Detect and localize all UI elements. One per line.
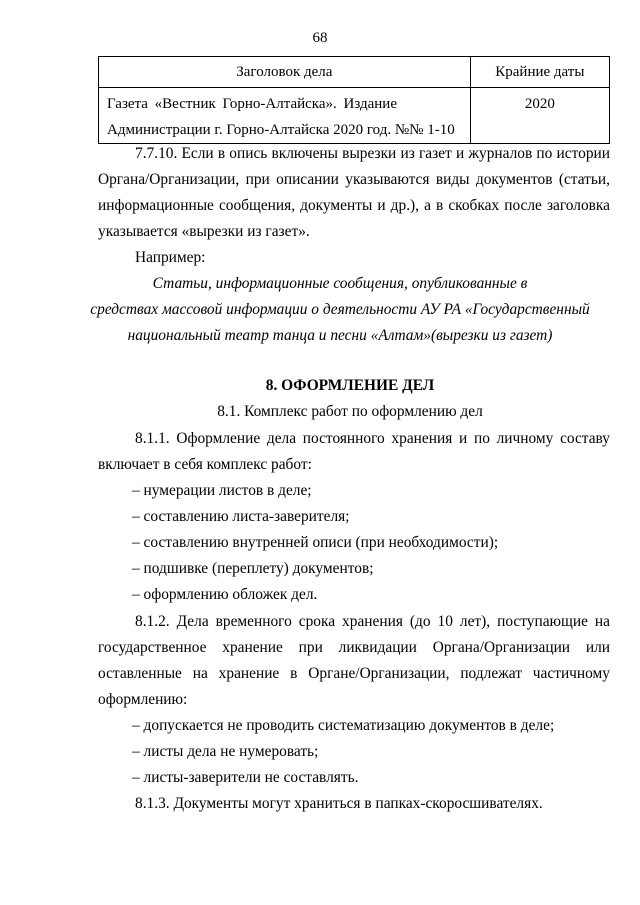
section-heading: 8. ОФОРМЛЕНИЕ ДЕЛ — [265, 377, 435, 394]
table-header-dates: Крайние даты — [470, 57, 609, 88]
example-line2: средствах массовой информации о деятельности АУ РА «Государственный — [90, 301, 590, 318]
table-header-row — [99, 57, 610, 88]
list-item: – нумерации листов в деле; — [132, 482, 312, 499]
para-8-1-2-line1: 8.1.2. Дела временного срока хранения (до 10 лет), поступающие на — [135, 613, 610, 630]
para-7-7-10-line2: Органа/Организации, при описании указываются виды документов (статьи, — [98, 171, 610, 188]
table-row — [99, 88, 610, 144]
para-8-1-2-line3: оставленные на хранение в Органе/Организации, подлежат частичному — [98, 665, 610, 682]
para-8-1-1-line2: включает в себя комплекс работ: — [98, 456, 312, 473]
subsection-heading: 8.1. Комплекс работ по оформлению дел — [217, 403, 483, 420]
list-item: – подшивке (переплету) документов; — [132, 560, 374, 577]
example-line1: Статьи, информационные сообщения, опубликованные в — [152, 275, 528, 292]
list-item: – допускается не проводить систематизацию документов в деле; — [132, 717, 555, 734]
list-item: – листы-заверители не составлять. — [132, 769, 359, 786]
table-header-title: Заголовок дела — [99, 57, 471, 88]
para-7-7-10-line1: 7.7.10. Если в опись включены вырезки из газет и журналов по истории — [135, 145, 610, 162]
table-cell-title-line2: Администрации г. Горно-Алтайска 2020 год. №№ 1-10 — [107, 122, 455, 138]
para-8-1-2-line4: оформлению: — [98, 691, 188, 708]
list-item: – составлению листа-заверителя; — [132, 508, 350, 525]
page-number: 68 — [312, 30, 328, 46]
example-label: Например: — [135, 249, 206, 266]
example-line3: национальный театр танца и песни «Алтам»(вырезки из газет) — [127, 327, 553, 344]
para-7-7-10-line4: указывается «вырезки из газет». — [98, 223, 310, 240]
para-8-1-3: 8.1.3. Документы могут храниться в папках-скоросшивателях. — [135, 795, 543, 812]
para-7-7-10-line3: информационные сообщения, документы и др.), а в скобках после заголовка — [98, 197, 610, 214]
table-cell-title — [99, 88, 471, 144]
table-cell-title-line1: Газета «Вестник Горно-Алтайска». Издание — [107, 96, 397, 112]
para-8-1-2-line2: государственное хранение при ликвидации Органа/Организации или — [98, 639, 610, 656]
case-table — [98, 56, 610, 144]
list-item: – листы дела не нумеровать; — [132, 743, 319, 760]
list-item: – составлению внутренней описи (при необходимости); — [132, 534, 499, 551]
table-cell-dates: 2020 — [470, 88, 609, 144]
para-8-1-1-line1: 8.1.1. Оформление дела постоянного хранения и по личному составу — [135, 430, 610, 447]
list-item: – оформлению обложек дел. — [132, 586, 318, 603]
